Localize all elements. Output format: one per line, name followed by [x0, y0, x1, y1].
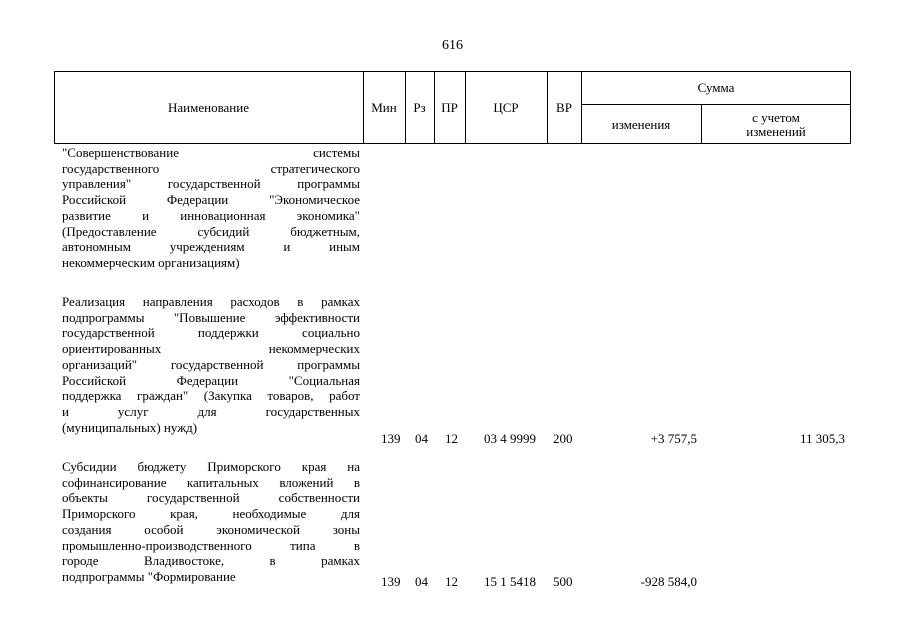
- header-with-change-line2: изменений: [746, 123, 806, 139]
- text-line: городе Владивостоке, в рамках: [62, 553, 360, 569]
- text-line: некоммерческим организациям): [62, 254, 240, 270]
- text-line: Субсидии бюджету Приморского края на: [62, 459, 360, 474]
- text-line: развитие и инновационная экономика": [62, 207, 360, 223]
- text-line: объекты государственной собственности: [62, 490, 360, 506]
- text-line: софинансирование капитальных вложений в: [62, 474, 360, 490]
- text-line: автономным учреждениям и иным: [62, 239, 360, 255]
- table-row-2-values: [0, 431, 905, 446]
- header-rz: Рз: [413, 99, 426, 115]
- text-line: Реализация направления расходов в рамках: [62, 294, 360, 309]
- header-name: Наименование: [168, 99, 249, 115]
- text-line: государственной поддержки социально: [62, 325, 360, 341]
- text-line: Российской Федерации "Экономическое: [62, 192, 360, 208]
- cell-min: 139: [381, 431, 401, 446]
- table-row-2-name: [62, 294, 360, 435]
- text-line: государственного стратегического: [62, 160, 360, 176]
- text-line: поддержка граждан" (Закупка товаров, работ: [62, 388, 360, 404]
- text-line: Российской Федерации "Социальная: [62, 372, 360, 388]
- header-pr: ПР: [441, 99, 458, 115]
- cell-vr: 500: [553, 574, 573, 589]
- cell-rz: 04: [415, 574, 428, 589]
- text-line: управления" государственной программы: [62, 176, 360, 192]
- text-line: промышленно-производственного типа в: [62, 537, 360, 553]
- page-number: 616: [442, 38, 463, 53]
- text-line: (муниципальных) нужд): [62, 419, 198, 435]
- table-row-3-values: [0, 574, 905, 589]
- cell-change: +3 757,5: [650, 431, 697, 446]
- header-vr: ВР: [556, 99, 572, 115]
- cell-rz: 04: [415, 431, 428, 446]
- cell-vr: 200: [553, 431, 573, 446]
- header-with-change: [701, 105, 851, 144]
- cell-total: 11 305,3: [799, 431, 845, 446]
- text-line: (Предоставление субсидий бюджетным,: [62, 223, 360, 239]
- header-sum: Сумма: [697, 80, 735, 95]
- cell-min: 139: [381, 574, 401, 589]
- cell-pr: 12: [445, 574, 458, 589]
- text-line: и услуг для государственных: [62, 403, 360, 419]
- text-line: "Совершенствование системы: [62, 145, 360, 160]
- table-row-3-name: [62, 459, 360, 585]
- cell-csr: 03 4 9999: [484, 431, 536, 446]
- text-line: создания особой экономической зоны: [62, 521, 360, 537]
- text-line: подпрограммы "Повышение эффективности: [62, 309, 360, 325]
- header-change: изменения: [611, 116, 671, 132]
- text-line: организаций" государственной программы: [62, 356, 360, 372]
- cell-csr: 15 1 5418: [484, 574, 536, 589]
- cell-pr: 12: [445, 431, 458, 446]
- text-line: ориентированных некоммерческих: [62, 341, 360, 357]
- header-csr: ЦСР: [493, 99, 519, 115]
- header-with-change-line1: с учетом: [752, 109, 800, 125]
- header-min: Мин: [371, 99, 397, 115]
- text-line: подпрограммы "Формирование: [62, 568, 236, 584]
- text-line: Приморского края, необходимые для: [62, 506, 360, 522]
- cell-change: -928 584,0: [640, 574, 697, 589]
- table-row-1-name: [62, 145, 360, 271]
